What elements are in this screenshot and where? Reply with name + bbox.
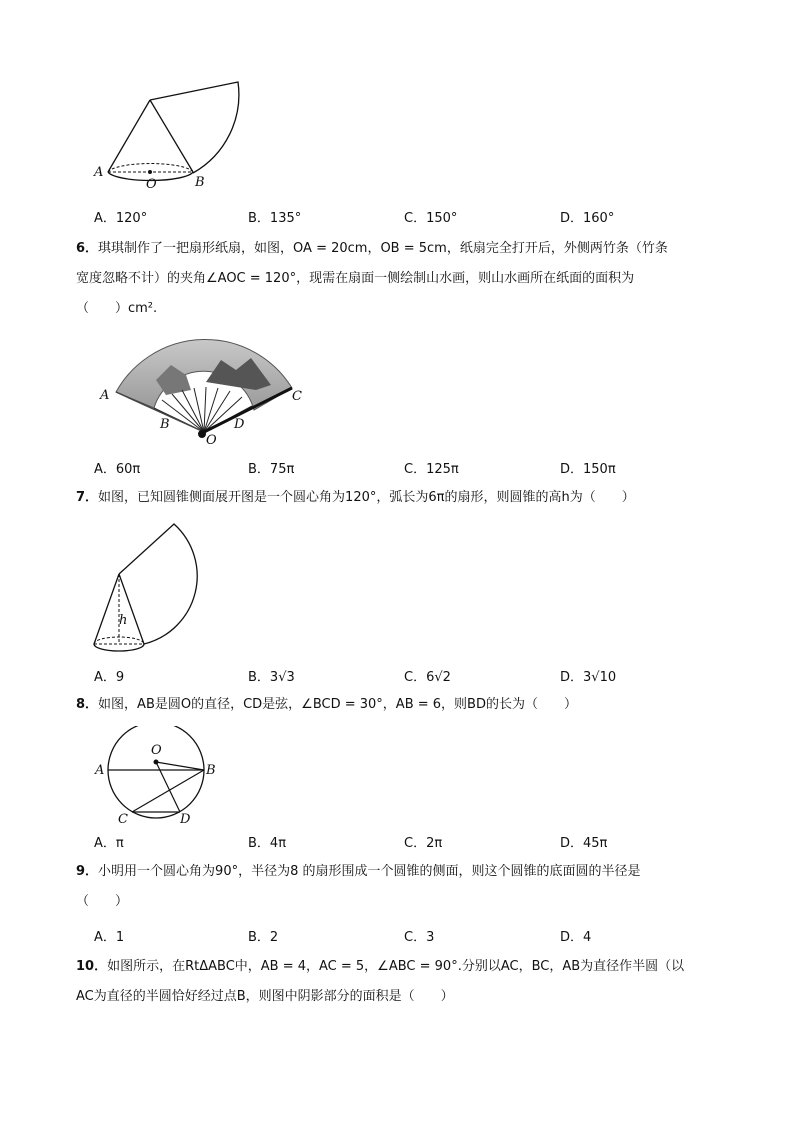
q7-cone-figure: [88, 518, 208, 658]
q8-option-a: A．π: [94, 836, 124, 851]
q8-question: [76, 690, 726, 720]
q9-option-b: B．2: [248, 930, 279, 945]
q8-option-b: B．4π: [248, 836, 287, 851]
q10-number: 10．: [76, 959, 108, 974]
q6-option-a: A．60π: [94, 462, 141, 477]
q6-line1: 琪琪制作了一把扇形纸扇，如图，OA = 20cm，OB = 5cm，纸扇完全打开后，外侧两竹条（竹条: [98, 241, 668, 256]
q8-label-O: O: [151, 743, 162, 758]
q7-text: 如图，已知圆锥侧面展开图是一个圆心角为120°，弧长为6π的扇形，则圆锥的高h为（ ）: [98, 490, 635, 505]
q9-line1: 小明用一个圆心角为90°，半径为8 的扇形围成一个圆锥的侧面，则这个圆锥的底面圆的半径是: [98, 864, 641, 879]
q10-line1: 如图所示，在RtΔABC中，AB = 4，AC = 5，∠ABC = 90°.分别以AC，BC，AB为直径作半圆（以: [107, 959, 685, 974]
q8-option-c: C．2π: [404, 836, 443, 851]
q9-option-c: C．3: [404, 930, 435, 945]
q9-question: [76, 857, 726, 917]
q10-question: [76, 952, 726, 1012]
q6-option-c: C．125π: [404, 462, 459, 477]
q8-text: 如图，AB是圆O的直径，CD是弦，∠BCD = 30°，AB = 6，则BD的长为（ ）: [98, 697, 577, 712]
q8-label-B: B: [206, 763, 216, 778]
q5-label-A: A: [94, 165, 104, 180]
q6-number: 6．: [76, 241, 99, 256]
q7-option-b: B．3√3: [248, 670, 295, 685]
q7-number: 7．: [76, 490, 99, 505]
q7-option-c: C．6√2: [404, 670, 451, 685]
q8-circle-figure: [92, 726, 222, 826]
q5-label-B: B: [195, 175, 205, 190]
q8-options: [94, 832, 734, 850]
q7-option-a: A．9: [94, 670, 125, 685]
q8-label-A: A: [95, 763, 105, 778]
q8-label-C: C: [118, 812, 128, 826]
q7-option-d: D．3√10: [560, 670, 617, 685]
q9-option-d: D．4: [560, 930, 592, 945]
q5-options: [94, 207, 734, 225]
q9-options: [94, 926, 734, 944]
q7-question: [76, 483, 726, 513]
q9-number: 9．: [76, 864, 99, 879]
q10-line2: AC为直径的半圆恰好经过点B，则图中阴影部分的面积是（ ）: [76, 989, 454, 1004]
q6-option-b: B．75π: [248, 462, 295, 477]
q7-options: [94, 666, 734, 684]
q7-label-h: h: [119, 613, 128, 628]
q8-label-D: D: [180, 812, 191, 826]
q5-option-a: A．120°: [94, 211, 148, 226]
q6-question: [76, 234, 726, 324]
q6-option-d: D．150π: [560, 462, 616, 477]
q6-label-D: D: [234, 417, 245, 432]
q8-number: 8．: [76, 697, 99, 712]
q5-option-c: C．150°: [404, 211, 458, 226]
q5-label-O: O: [146, 177, 157, 192]
q6-label-C: C: [292, 389, 302, 404]
q6-options: [94, 458, 734, 476]
q6-line2: 宽度忽略不计）的夹角∠AOC = 120°，现需在扇面一侧绘制山水画，则山水画所在纸面的面积为: [76, 271, 635, 286]
q5-cone-figure: [88, 78, 258, 196]
q9-line2: （ ）: [76, 894, 129, 909]
q6-line3: （ ）cm².: [76, 301, 158, 316]
q5-option-b: B．135°: [248, 211, 302, 226]
q9-option-a: A．1: [94, 930, 125, 945]
q8-option-d: D．45π: [560, 836, 608, 851]
q6-label-O: O: [206, 433, 217, 445]
q6-label-B: B: [160, 417, 170, 432]
q5-option-d: D．160°: [560, 211, 615, 226]
q6-label-A: A: [100, 388, 110, 403]
q6-fan-figure: [96, 330, 316, 445]
